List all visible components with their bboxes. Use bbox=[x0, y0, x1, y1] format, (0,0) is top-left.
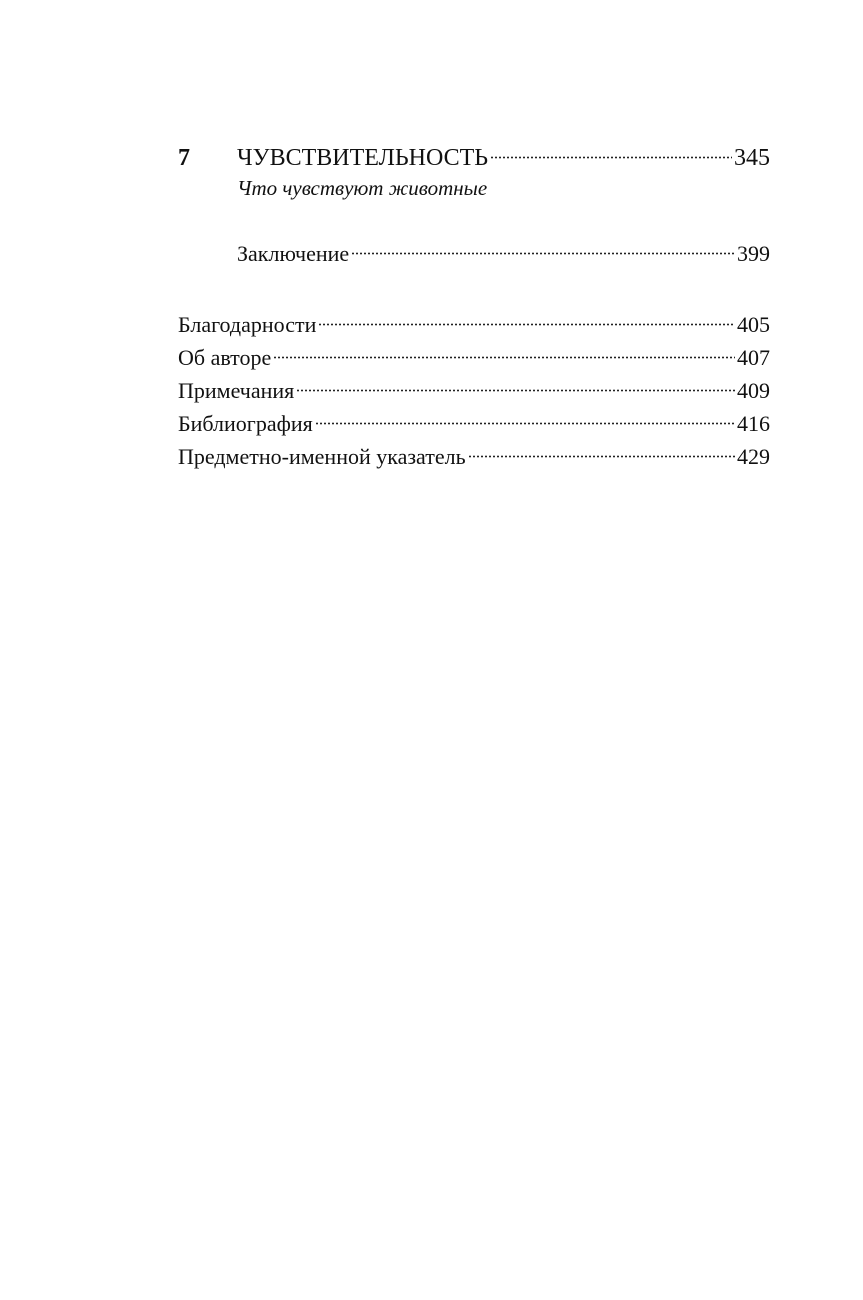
chapter-title-line bbox=[237, 138, 770, 178]
entry-title: Примечания bbox=[178, 378, 295, 403]
dot-leader bbox=[273, 356, 735, 359]
entry-title: Библиография bbox=[178, 411, 313, 436]
conclusion-page-number: 399 bbox=[737, 241, 770, 266]
chapter-title: ЧУВСТВИТЕЛЬНОСТЬ bbox=[237, 145, 489, 171]
backmatter-entry-bibliography[interactable] bbox=[178, 407, 770, 440]
conclusion-title: Заключение bbox=[237, 241, 350, 266]
entry-page-number: 405 bbox=[737, 312, 770, 337]
chapter-number: 7 bbox=[178, 145, 190, 171]
backmatter-entry-acknowledgements[interactable] bbox=[178, 308, 770, 341]
entry-title: Благодарности bbox=[178, 312, 317, 337]
chapter-subtitle: Что чувствуют животные bbox=[237, 176, 488, 200]
backmatter-entry-notes[interactable] bbox=[178, 374, 770, 407]
dot-leader bbox=[318, 323, 735, 326]
dot-leader bbox=[315, 422, 735, 425]
entry-page-number: 429 bbox=[737, 444, 770, 469]
dot-leader bbox=[490, 156, 732, 159]
dot-leader bbox=[296, 389, 735, 392]
entry-title: Об авторе bbox=[178, 345, 272, 370]
entry-page-number: 407 bbox=[737, 345, 770, 370]
backmatter-list bbox=[178, 308, 770, 473]
dot-leader bbox=[351, 252, 735, 255]
entry-page-number: 416 bbox=[737, 411, 770, 436]
backmatter-entry-index[interactable] bbox=[178, 440, 770, 473]
table-of-contents bbox=[178, 138, 770, 473]
entry-title: Предметно-именной указатель bbox=[178, 444, 466, 469]
dot-leader bbox=[468, 455, 735, 458]
chapter-page-number: 345 bbox=[734, 145, 770, 171]
chapter-entry[interactable] bbox=[178, 138, 770, 178]
conclusion-entry[interactable] bbox=[237, 237, 770, 271]
entry-page-number: 409 bbox=[737, 378, 770, 403]
backmatter-entry-about-author[interactable] bbox=[178, 341, 770, 374]
